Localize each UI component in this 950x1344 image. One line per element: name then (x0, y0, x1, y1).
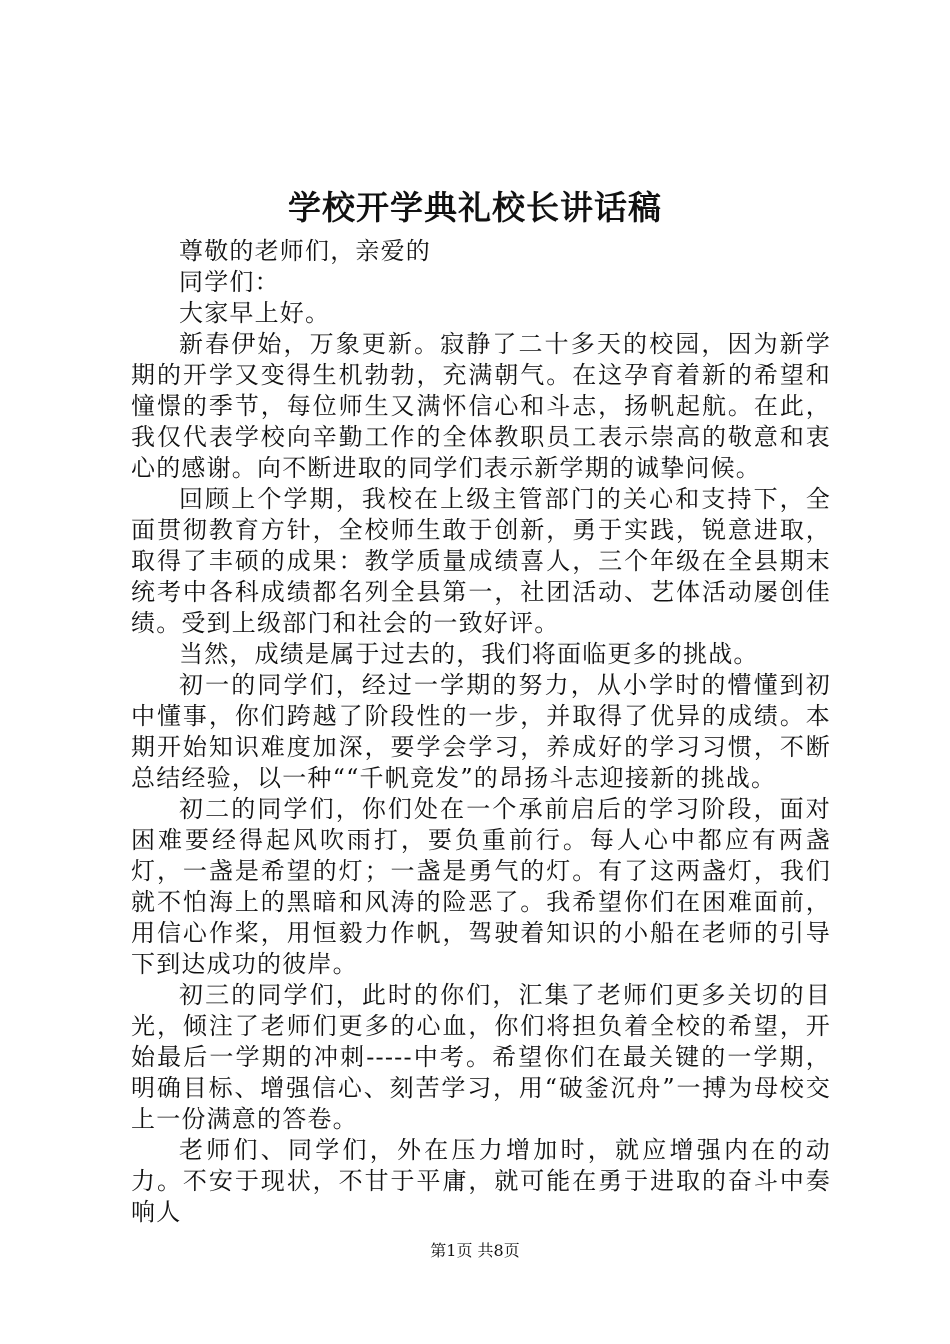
greeting: 大家早上好。 (179, 299, 331, 327)
paragraph-closing: 老师们、同学们，外在压力增加时，就应增强内在的动力。不安于现状，不甘于平庸，就可能在勇于进取的奋斗中奏响人 (131, 1136, 831, 1226)
page-number-footer: 第1页 共8页 (430, 1241, 520, 1260)
salutation-line-2: 同学们： (179, 268, 280, 296)
paragraph-grade-one: 初一的同学们，经过一学期的努力，从小学时的懵懂到初中懂事，你们跨越了阶段性的一步，并取得了优异的成绩。本期开始知识难度加深，要学会学习，养成好的学习习惯，不断总结经验，以一种““千帆竞发”的昂扬斗志迎接新的挑战。 (131, 671, 831, 792)
salutation-line-1: 尊敬的老师们，亲爱的 (179, 237, 431, 265)
paragraph-grade-two: 初二的同学们，你们处在一个承前启后的学习阶段，面对困难要经得起风吹雨打，要负重前行。每人心中都应有两盏灯，一盏是希望的灯；一盏是勇气的灯。有了这两盏灯，我们就不怕海上的黑暗和风涛的险恶了。我希望你们在困难面前，用信心作桨，用恒毅力作帆，驾驶着知识的小船在老师的引导下到达成功的彼岸。 (131, 795, 831, 978)
paragraph-grade-three: 初三的同学们，此时的你们，汇集了老师们更多关切的目光，倾注了老师们更多的心血，你们将担负着全校的希望，开始最后一学期的冲刺-----中考。希望你们在最关键的一学期，明确目标、增强信心、刻苦学习，用“破釜沉舟”一搏为母校交上一份满意的答卷。 (131, 981, 831, 1133)
document-body (131, 236, 831, 1228)
paragraph-review: 回顾上个学期，我校在上级主管部门的关心和支持下，全面贯彻教育方针，全校师生敢于创新，勇于实践，锐意进取，取得了丰硕的成果：教学质量成绩喜人，三个年级在全县期末统考中各科成绩都名列全县第一，社团活动、艺体活动屡创佳绩。受到上级部门和社会的一致好评。 (131, 485, 831, 637)
document-title: 学校开学典礼校长讲话稿 (288, 188, 662, 227)
paragraph-challenges: 当然，成绩是属于过去的，我们将面临更多的挑战。 (179, 640, 759, 668)
paragraph-new-semester: 新春伊始，万象更新。寂静了二十多天的校园，因为新学期的开学又变得生机勃勃，充满朝气。在这孕育着新的希望和憧憬的季节，每位师生又满怀信心和斗志，扬帆起航。在此，我仅代表学校向辛勤工作的全体教职员工表示崇高的敬意和衷心的感谢。向不断进取的同学们表示新学期的诚挚问候。 (131, 330, 831, 482)
